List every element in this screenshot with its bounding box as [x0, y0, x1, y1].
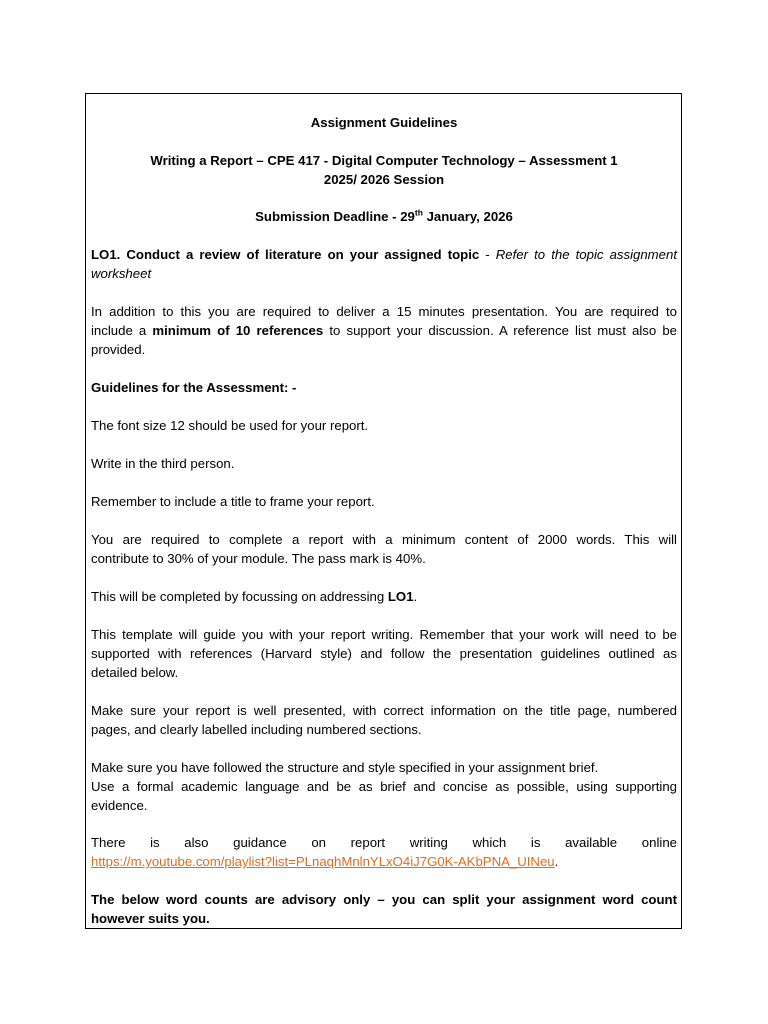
- guidance-paragraph: There is also guidance on report writing which is available online: [91, 835, 677, 850]
- guidance-paragraph-line2: https://m.youtube.com/playlist?list=PLnaqhMnlnYLxO4iJ7G0K-AKbPNA_UINeu.: [91, 854, 559, 869]
- presentation-guideline: Make sure your report is well presented, with correct information on the title page, numbered: [91, 703, 677, 718]
- presentation-paragraph-line3: provided.: [91, 342, 146, 357]
- guidelines-heading: Guidelines for the Assessment: -: [91, 380, 297, 395]
- lo1-statement: LO1. Conduct a review of literature on your assigned topic - Refer to the topic assignment: [91, 247, 678, 262]
- submission-deadline: Submission Deadline - 29th January, 2026: [255, 207, 513, 224]
- presentation-guideline-line2: pages, and clearly labelled including numbered sections.: [91, 722, 422, 737]
- presentation-paragraph: In addition to this you are required to deliver a 15 minutes presentation. You are required to: [91, 304, 677, 319]
- document-title: Assignment Guidelines: [310, 115, 458, 130]
- advisory-note-line2: however suits you.: [91, 911, 210, 926]
- presentation-paragraph-line2: include a minimum of 10 references to support your discussion. A reference list must also be: [91, 323, 677, 338]
- title-guideline: Remember to include a title to frame your report.: [91, 494, 375, 509]
- document-subtitle: Writing a Report – CPE 417 - Digital Computer Technology – Assessment 1: [150, 153, 618, 168]
- focus-guideline: This will be completed by focussing on addressing LO1.: [91, 589, 418, 604]
- font-size-guideline: The font size 12 should be used for your report.: [91, 418, 369, 433]
- template-guideline-line3: detailed below.: [91, 665, 179, 680]
- lo1-statement-cont: worksheet: [91, 266, 152, 281]
- formal-language-guideline-line2: evidence.: [91, 798, 148, 813]
- youtube-playlist-link[interactable]: https://m.youtube.com/playlist?list=PLnaqhMnlnYLxO4iJ7G0K-AKbPNA_UINeu: [91, 854, 555, 869]
- formal-language-guideline: Use a formal academic language and be as brief and concise as possible, using supporting: [91, 779, 677, 794]
- third-person-guideline: Write in the third person.: [91, 456, 235, 471]
- structure-guideline: Make sure you have followed the structure and style specified in your assignment brief.: [91, 760, 599, 775]
- template-guideline: This template will guide you with your report writing. Remember that your work will need to be: [91, 627, 677, 642]
- advisory-note: The below word counts are advisory only – you can split your assignment word count: [91, 892, 677, 907]
- session-line: 2025/ 2026 Session: [323, 172, 445, 187]
- template-guideline-line2: supported with references (Harvard style) and follow the presentation guidelines outlined as: [91, 646, 677, 661]
- word-count-guideline: You are required to complete a report with a minimum content of 2000 words. This will: [91, 532, 677, 547]
- word-count-guideline-line2: contribute to 30% of your module. The pass mark is 40%.: [91, 551, 426, 566]
